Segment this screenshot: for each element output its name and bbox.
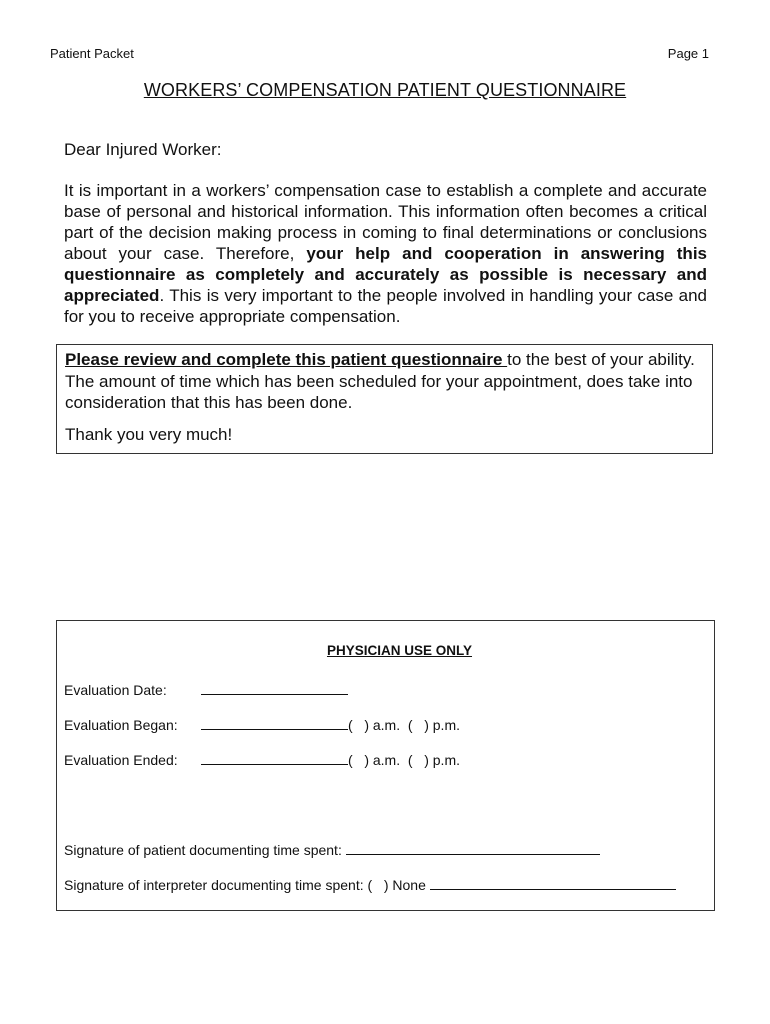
evaluation-ended-label: Evaluation Ended: <box>64 752 178 768</box>
evaluation-ended-ampm[interactable]: ( ) a.m. ( ) p.m. <box>348 752 460 768</box>
interpreter-signature-label[interactable]: Signature of interpreter documenting time spent: ( ) None <box>64 877 426 893</box>
evaluation-began-ampm[interactable]: ( ) a.m. ( ) p.m. <box>348 717 460 733</box>
intro-paragraph <box>64 180 707 327</box>
intro-bold-text: your help and cooperation in answering this questionnaire as completely and accurately as possible is necessary and appreciated <box>64 244 707 305</box>
document-title: WORKERS’ COMPENSATION PATIENT QUESTIONNAIRE <box>143 80 627 100</box>
evaluation-date-row <box>64 680 348 698</box>
evaluation-began-label: Evaluation Began: <box>64 717 178 733</box>
review-paragraph <box>65 349 706 414</box>
patient-signature-field[interactable] <box>346 840 600 855</box>
evaluation-began-row <box>64 715 460 733</box>
interpreter-signature-row <box>64 875 676 893</box>
greeting: Dear Injured Worker: <box>64 140 222 159</box>
review-text: to the best of your ability. The amount of time which has been scheduled for your appointment, does take into consideration that this has been done. <box>65 350 695 412</box>
evaluation-date-field[interactable] <box>201 680 348 695</box>
interpreter-signature-field[interactable] <box>430 875 676 890</box>
intro-text-1: It is important in a workers’ compensation case to establish a complete and accurate base of personal and historical information. This information often becomes a critical part of the decision making process in coming to final determinations or conclusions about your case. Therefore, <box>64 181 707 263</box>
evaluation-ended-row <box>64 750 460 768</box>
review-instructions-box <box>56 344 713 454</box>
evaluation-ended-field[interactable] <box>201 750 348 765</box>
page-number: Page 1 <box>667 46 709 61</box>
patient-signature-row <box>64 840 600 858</box>
physician-section-title: PHYSICIAN USE ONLY <box>326 643 473 658</box>
review-lead: Please review and complete this patient questionnaire <box>65 350 508 369</box>
thank-you-text: Thank you very much! <box>65 424 233 444</box>
intro-text-2: . This is very important to the people involved in handling your case and for you to receive appropriate compensation. <box>64 286 707 326</box>
physician-use-box <box>56 620 715 911</box>
patient-signature-label: Signature of patient documenting time spent: <box>64 842 342 858</box>
evaluation-began-field[interactable] <box>201 715 348 730</box>
evaluation-date-label: Evaluation Date: <box>64 682 167 698</box>
header-left: Patient Packet <box>50 46 134 61</box>
